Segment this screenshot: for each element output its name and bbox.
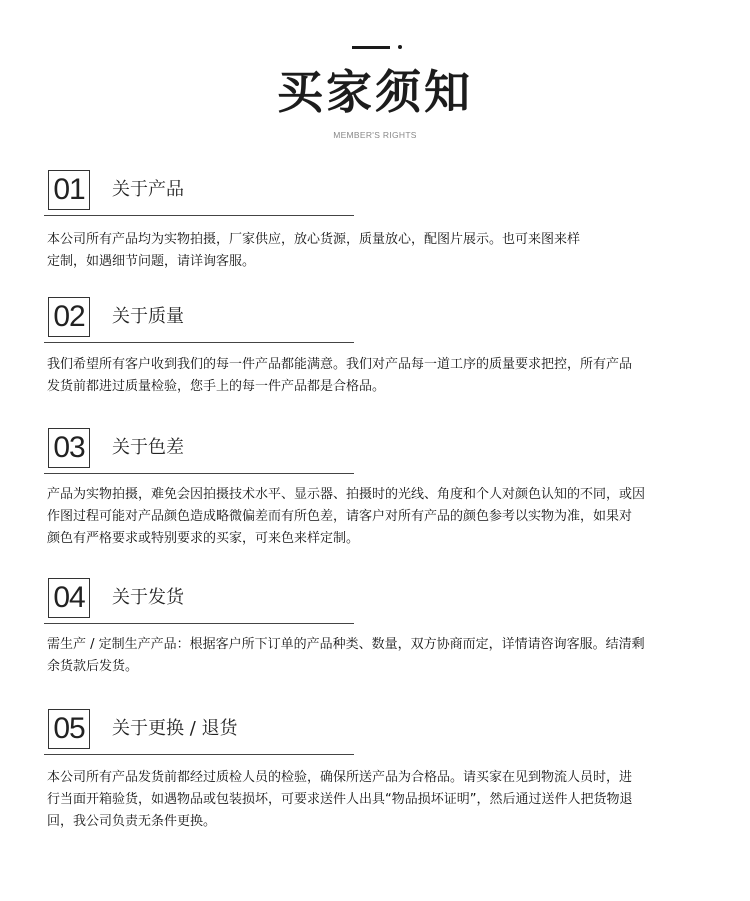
body-line: 本公司所有产品发货前都经过质检人员的检验，确保所送产品为合格品。请买家在见到物流人员时，进 <box>47 770 633 785</box>
section-divider <box>44 623 354 624</box>
section-number: 04 <box>48 578 90 618</box>
page-subtitle: MEMBER'S RIGHTS <box>333 130 417 140</box>
section-title: 关于色差 <box>112 437 184 458</box>
decoration-bar <box>352 46 390 49</box>
body-line: 需生产 / 定制生产产品：根据客户所下订单的产品种类、数量，双方协商而定，详情请咨询客服。结清剩 <box>47 637 645 652</box>
page-title: 买家须知 <box>277 65 473 119</box>
section-divider <box>44 754 354 755</box>
body-line: 产品为实物拍摄，难免会因拍摄技术水平、显示器、拍摄时的光线、角度和个人对颜色认知的不同，或因 <box>47 487 646 502</box>
section-divider <box>44 342 354 343</box>
body-line: 定制，如遇细节问题，请详询客服。 <box>47 254 256 269</box>
body-line: 我们希望所有客户收到我们的每一件产品都能满意。我们对产品每一道工序的质量要求把控，所有产品 <box>47 357 633 372</box>
section-body <box>47 634 717 678</box>
title-decoration <box>352 44 404 50</box>
body-line: 作图过程可能对产品颜色造成略微偏差而有所色差，请客户对所有产品的颜色参考以实物为准，如果对 <box>47 509 633 524</box>
section-number: 01 <box>48 170 90 210</box>
section-divider <box>44 473 354 474</box>
section-title: 关于产品 <box>112 179 184 200</box>
section-title: 关于发货 <box>112 587 184 608</box>
section-body <box>47 229 717 273</box>
section-divider <box>44 215 354 216</box>
section-number: 03 <box>48 428 90 468</box>
section-number: 05 <box>48 709 90 749</box>
body-line: 颜色有严格要求或特别要求的买家，可来色来样定制。 <box>47 531 360 546</box>
section-body <box>47 484 717 550</box>
section-body <box>47 767 717 833</box>
decoration-dot <box>398 45 402 49</box>
section-body <box>47 354 717 398</box>
section-title: 关于更换 / 退货 <box>112 718 238 739</box>
section-title: 关于质量 <box>112 306 184 327</box>
body-line: 发货前都进过质量检验，您手上的每一件产品都是合格品。 <box>47 379 386 394</box>
section-number: 02 <box>48 297 90 337</box>
body-line: 行当面开箱验货，如遇物品或包装损坏，可要求送件人出具“物品损坏证明”，然后通过送件人把货物退 <box>47 792 633 807</box>
body-line: 回，我公司负责无条件更换。 <box>47 814 217 829</box>
body-line: 本公司所有产品均为实物拍摄，厂家供应，放心货源，质量放心，配图片展示。也可来图来样 <box>47 232 581 247</box>
body-line: 余货款后发货。 <box>47 659 139 674</box>
